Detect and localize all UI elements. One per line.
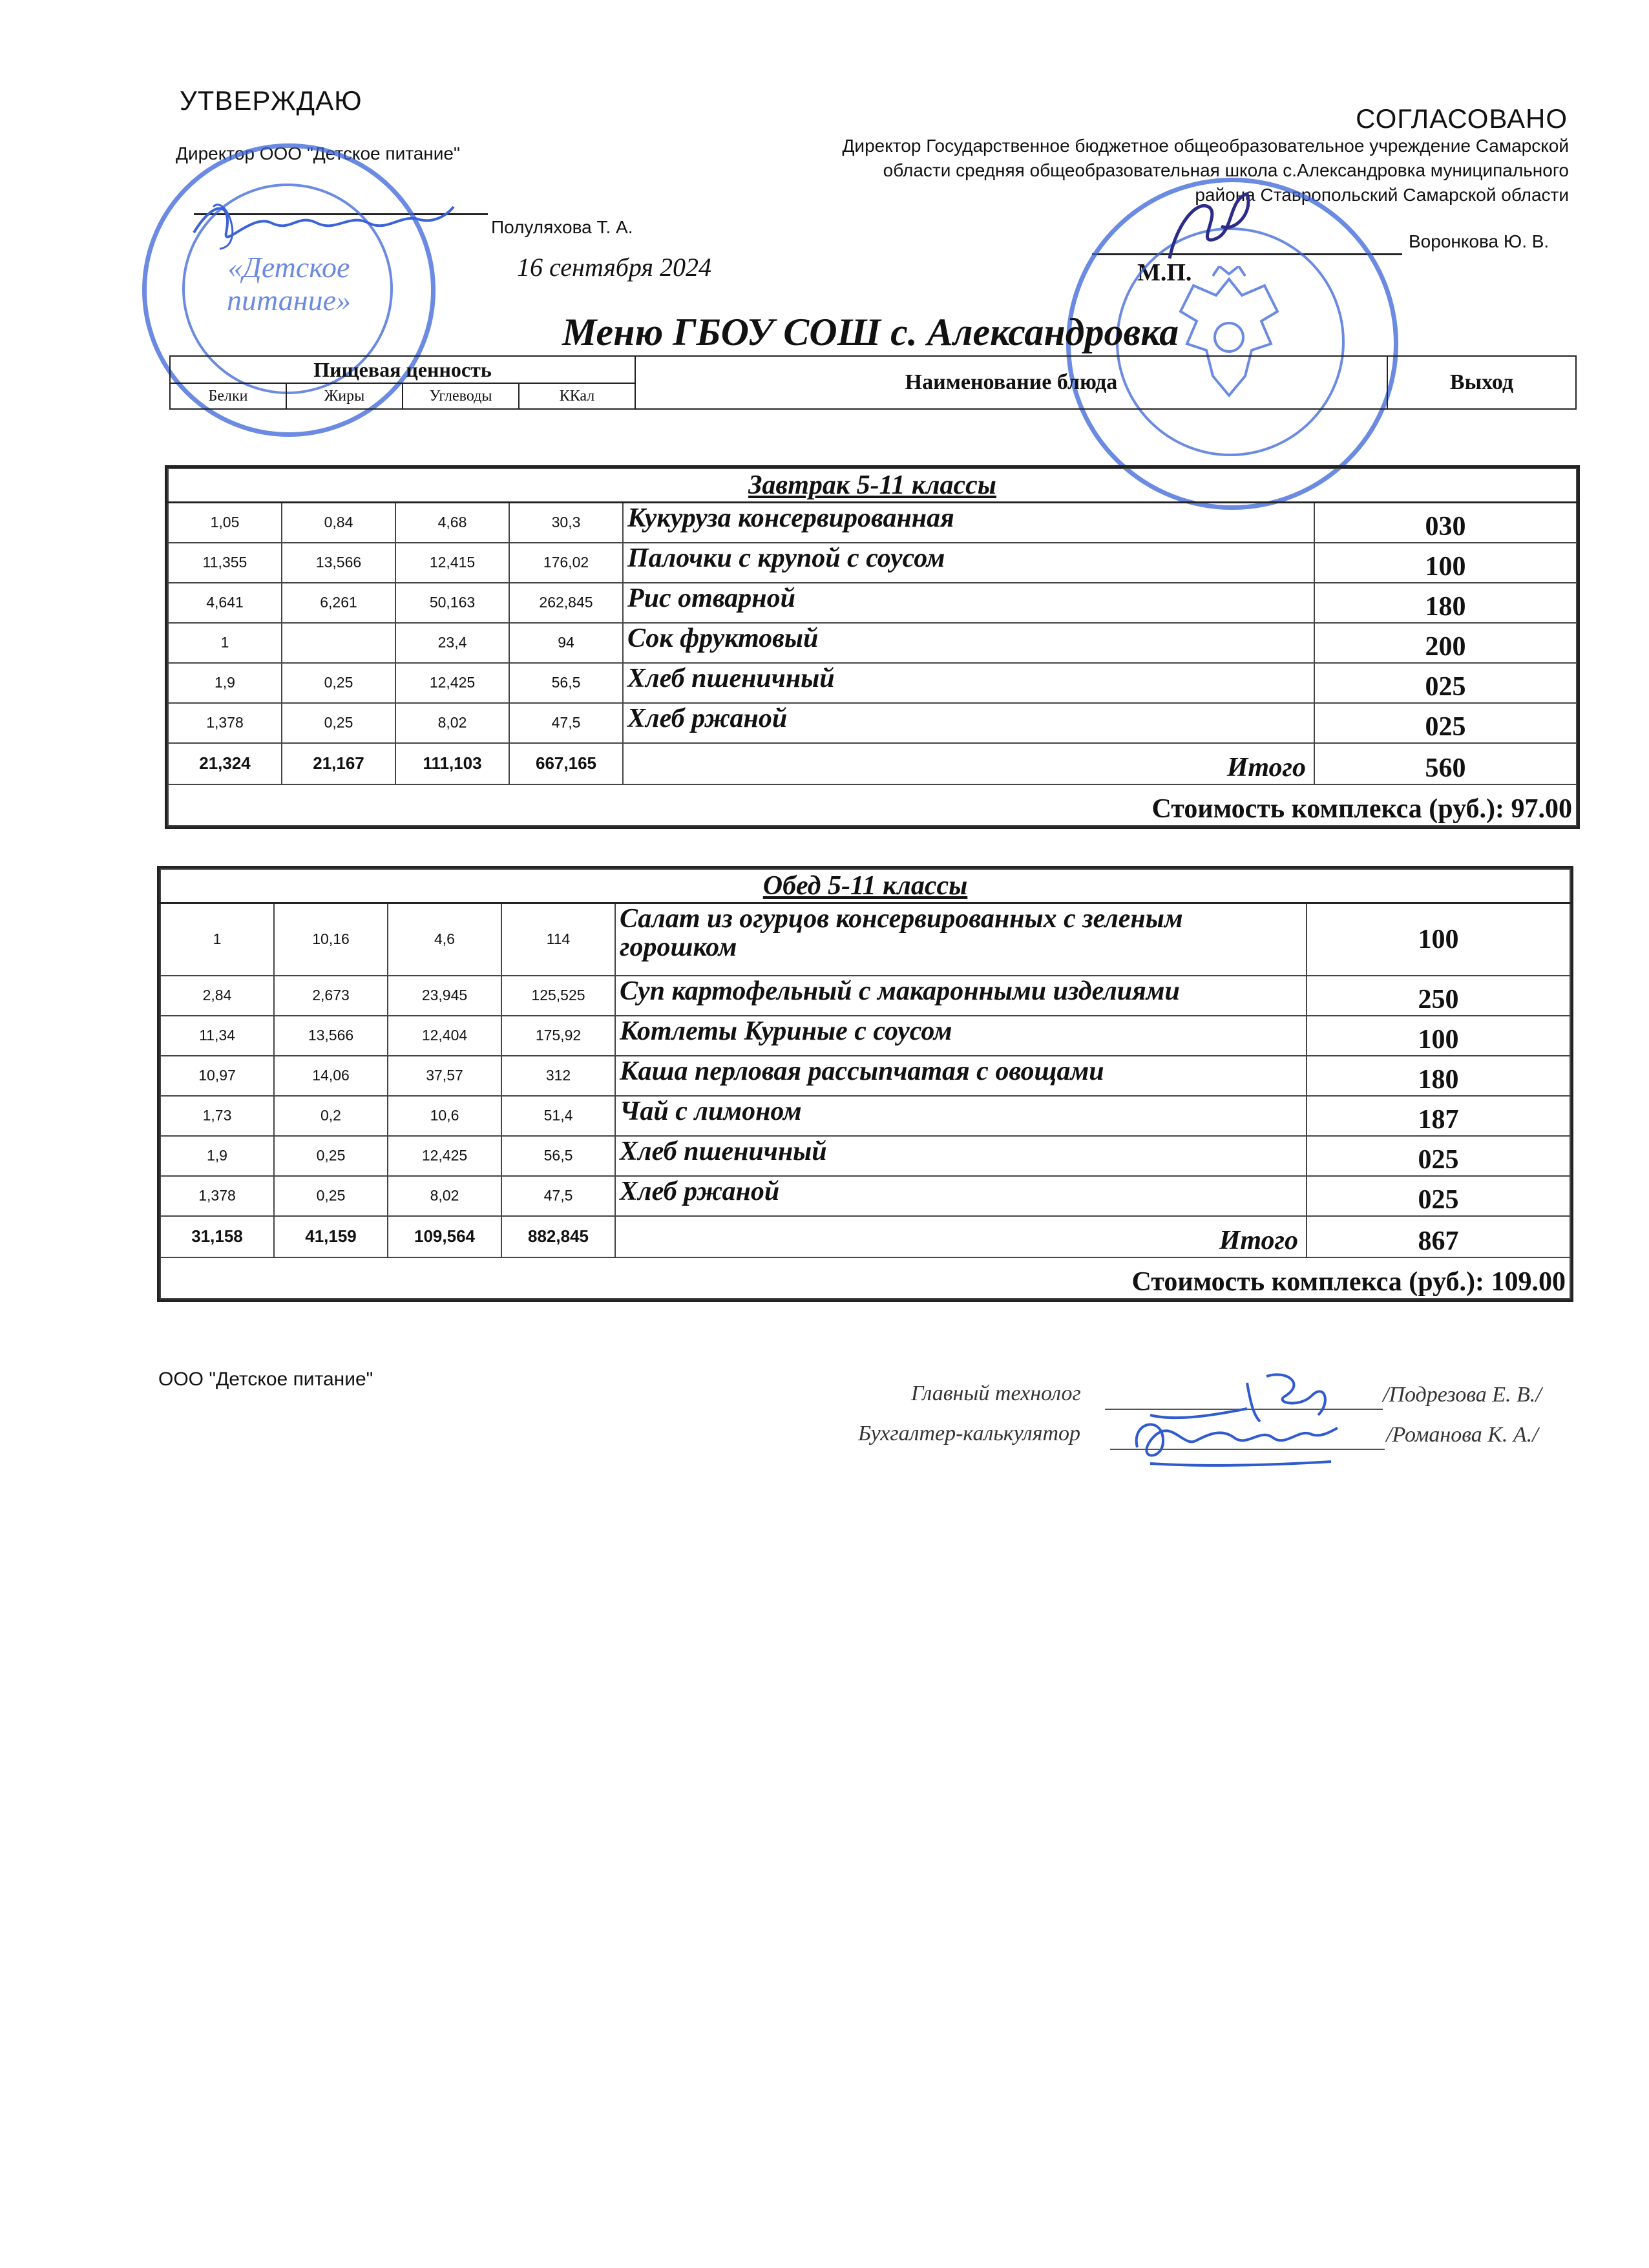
carbs-cell: 12,425 xyxy=(395,663,509,703)
fat-cell: 0,25 xyxy=(282,703,395,743)
carbs-cell: 12,404 xyxy=(388,1016,501,1056)
col-kcal: ККал xyxy=(519,383,635,409)
total-row xyxy=(160,1216,1570,1257)
fat-cell: 0,2 xyxy=(274,1096,388,1136)
table-row xyxy=(160,1056,1570,1096)
dish-name: Хлеб ржаной xyxy=(615,1176,1307,1216)
dish-name: Палочки с крупой с соусом xyxy=(623,543,1314,583)
kcal-cell: 56,5 xyxy=(509,663,623,703)
output-cell: 200 xyxy=(1314,623,1577,663)
total-fat: 21,167 xyxy=(282,743,395,784)
acc-name: /Романова К. А./ xyxy=(1386,1423,1539,1447)
protein-cell: 1,05 xyxy=(168,503,282,543)
col-fat: Жиры xyxy=(286,383,403,409)
carbs-cell: 8,02 xyxy=(388,1176,501,1216)
output-cell: 030 xyxy=(1314,503,1577,543)
page-title: Меню ГБОУ СОШ с. Александровка xyxy=(562,311,1179,353)
col-carbs: Углеводы xyxy=(403,383,519,409)
fat-cell: 0,25 xyxy=(274,1176,388,1216)
total-output: 560 xyxy=(1314,743,1577,784)
dish-name: Каша перловая рассыпчатая с овощами xyxy=(615,1056,1307,1096)
agree-name: Воронкова Ю. В. xyxy=(1409,231,1549,251)
output-cell: 180 xyxy=(1307,1056,1570,1096)
fat-cell: 0,84 xyxy=(282,503,395,543)
total-kcal: 667,165 xyxy=(509,743,623,784)
lunch-title: Обед 5-11 классы xyxy=(160,869,1570,903)
lunch-cost: Стоимость комплекса (руб.): 109.00 xyxy=(160,1257,1570,1299)
protein-cell: 1,378 xyxy=(168,703,282,743)
output-cell: 100 xyxy=(1314,543,1577,583)
table-row xyxy=(168,623,1577,663)
table-row xyxy=(160,1096,1570,1136)
protein-cell: 1 xyxy=(168,623,282,663)
total-output: 867 xyxy=(1307,1216,1570,1257)
kcal-cell: 175,92 xyxy=(501,1016,615,1056)
table-row xyxy=(168,703,1577,743)
protein-cell: 1,9 xyxy=(160,1136,274,1176)
company-stamp-text: «Детское питание» xyxy=(226,251,352,317)
table-row xyxy=(160,1136,1570,1176)
protein-cell: 1,378 xyxy=(160,1176,274,1216)
breakfast-section xyxy=(165,465,1580,829)
footer-company: ООО "Детское питание" xyxy=(158,1369,373,1390)
protein-cell: 1 xyxy=(160,903,274,976)
fat-cell: 6,261 xyxy=(282,583,395,623)
fat-cell: 10,16 xyxy=(274,903,388,976)
protein-cell: 10,97 xyxy=(160,1056,274,1096)
table-row xyxy=(160,1176,1570,1216)
dish-name: Хлеб пшеничный xyxy=(623,663,1314,703)
tech-name: /Подрезова Е. В./ xyxy=(1383,1383,1542,1407)
table-row xyxy=(168,583,1577,623)
dish-name: Кукуруза консервированная xyxy=(623,503,1314,543)
breakfast-cost: Стоимость комплекса (руб.): 97.00 xyxy=(168,784,1577,826)
carbs-cell: 23,4 xyxy=(395,623,509,663)
carbs-cell: 50,163 xyxy=(395,583,509,623)
carbs-cell: 10,6 xyxy=(388,1096,501,1136)
approve-date: 16 сентября 2024 xyxy=(517,253,711,282)
kcal-cell: 94 xyxy=(509,623,623,663)
kcal-cell: 51,4 xyxy=(501,1096,615,1136)
approve-heading: УТВЕРЖДАЮ xyxy=(180,85,362,116)
output-header: Выход xyxy=(1387,356,1576,409)
dish-name: Котлеты Куриные с соусом xyxy=(615,1016,1307,1056)
total-label: Итого xyxy=(623,743,1314,784)
kcal-cell: 114 xyxy=(501,903,615,976)
total-row xyxy=(168,743,1577,784)
table-row xyxy=(168,503,1577,543)
kcal-cell: 56,5 xyxy=(501,1136,615,1176)
table-row xyxy=(168,663,1577,703)
lunch-section xyxy=(157,866,1573,1302)
tech-role: Главный технолог xyxy=(911,1381,1081,1405)
carbs-cell: 4,68 xyxy=(395,503,509,543)
total-label: Итого xyxy=(615,1216,1307,1257)
approve-name: Полуляхова Т. А. xyxy=(491,217,633,237)
fat-cell xyxy=(282,623,395,663)
output-cell: 025 xyxy=(1307,1176,1570,1216)
total-protein: 21,324 xyxy=(168,743,282,784)
kcal-cell: 30,3 xyxy=(509,503,623,543)
output-cell: 187 xyxy=(1307,1096,1570,1136)
carbs-cell: 37,57 xyxy=(388,1056,501,1096)
carbs-cell: 23,945 xyxy=(388,976,501,1016)
table-row xyxy=(160,976,1570,1016)
approve-position: Директор ООО "Детское питание" xyxy=(176,143,460,163)
kcal-cell: 125,525 xyxy=(501,976,615,1016)
dish-name: Сок фруктовый xyxy=(623,623,1314,663)
kcal-cell: 262,845 xyxy=(509,583,623,623)
output-cell: 025 xyxy=(1314,663,1577,703)
agree-position-2: области средняя общеобразовательная школа с.Александровка муниципального xyxy=(883,160,1569,180)
total-carbs: 109,564 xyxy=(388,1216,501,1257)
total-fat: 41,159 xyxy=(274,1216,388,1257)
agree-heading: СОГЛАСОВАНО xyxy=(1356,103,1568,134)
lunch-table xyxy=(160,868,1571,1299)
dish-name: Суп картофельный с макаронными изделиями xyxy=(615,976,1307,1016)
protein-cell: 1,9 xyxy=(168,663,282,703)
dish-header: Наименование блюда xyxy=(635,356,1387,409)
carbs-cell: 8,02 xyxy=(395,703,509,743)
fat-cell: 13,566 xyxy=(282,543,395,583)
agree-position-1: Директор Государственное бюджетное общеобразовательное учреждение Самарской xyxy=(842,136,1569,156)
total-protein: 31,158 xyxy=(160,1216,274,1257)
table-row xyxy=(160,903,1570,976)
output-cell: 250 xyxy=(1307,976,1570,1016)
output-cell: 100 xyxy=(1307,1016,1570,1056)
dish-name: Хлеб пшеничный xyxy=(615,1136,1307,1176)
column-header-table xyxy=(169,355,1577,410)
output-cell: 180 xyxy=(1314,583,1577,623)
carbs-cell: 4,6 xyxy=(388,903,501,976)
table-row xyxy=(168,543,1577,583)
approve-signature xyxy=(187,187,459,258)
nutrition-header: Пищевая ценность xyxy=(170,356,635,383)
fat-cell: 14,06 xyxy=(274,1056,388,1096)
protein-cell: 2,84 xyxy=(160,976,274,1016)
agree-mp: М.П. xyxy=(1137,259,1192,286)
acc-signature xyxy=(1124,1402,1344,1473)
dish-name: Чай с лимоном xyxy=(615,1096,1307,1136)
carbs-cell: 12,415 xyxy=(395,543,509,583)
output-cell: 100 xyxy=(1307,903,1570,976)
dish-name: Салат из огурцов консервированных с зеленым горошком xyxy=(615,903,1307,976)
fat-cell: 2,673 xyxy=(274,976,388,1016)
fat-cell: 13,566 xyxy=(274,1016,388,1056)
fat-cell: 0,25 xyxy=(282,663,395,703)
kcal-cell: 312 xyxy=(501,1056,615,1096)
output-cell: 025 xyxy=(1307,1136,1570,1176)
total-carbs: 111,103 xyxy=(395,743,509,784)
agree-signature xyxy=(1157,187,1260,271)
kcal-cell: 47,5 xyxy=(501,1176,615,1216)
breakfast-title: Завтрак 5-11 классы xyxy=(168,468,1577,503)
carbs-cell: 12,425 xyxy=(388,1136,501,1176)
breakfast-table xyxy=(167,468,1577,826)
dish-name: Рис отварной xyxy=(623,583,1314,623)
kcal-cell: 47,5 xyxy=(509,703,623,743)
col-protein: Белки xyxy=(170,383,286,409)
table-row xyxy=(160,1016,1570,1056)
acc-role: Бухгалтер-калькулятор xyxy=(858,1422,1081,1445)
dish-name: Хлеб ржаной xyxy=(623,703,1314,743)
protein-cell: 11,34 xyxy=(160,1016,274,1056)
protein-cell: 4,641 xyxy=(168,583,282,623)
output-cell: 025 xyxy=(1314,703,1577,743)
protein-cell: 11,355 xyxy=(168,543,282,583)
protein-cell: 1,73 xyxy=(160,1096,274,1136)
kcal-cell: 176,02 xyxy=(509,543,623,583)
total-kcal: 882,845 xyxy=(501,1216,615,1257)
agree-position-3: района Ставропольский Самарской области xyxy=(1195,185,1569,205)
fat-cell: 0,25 xyxy=(274,1136,388,1176)
